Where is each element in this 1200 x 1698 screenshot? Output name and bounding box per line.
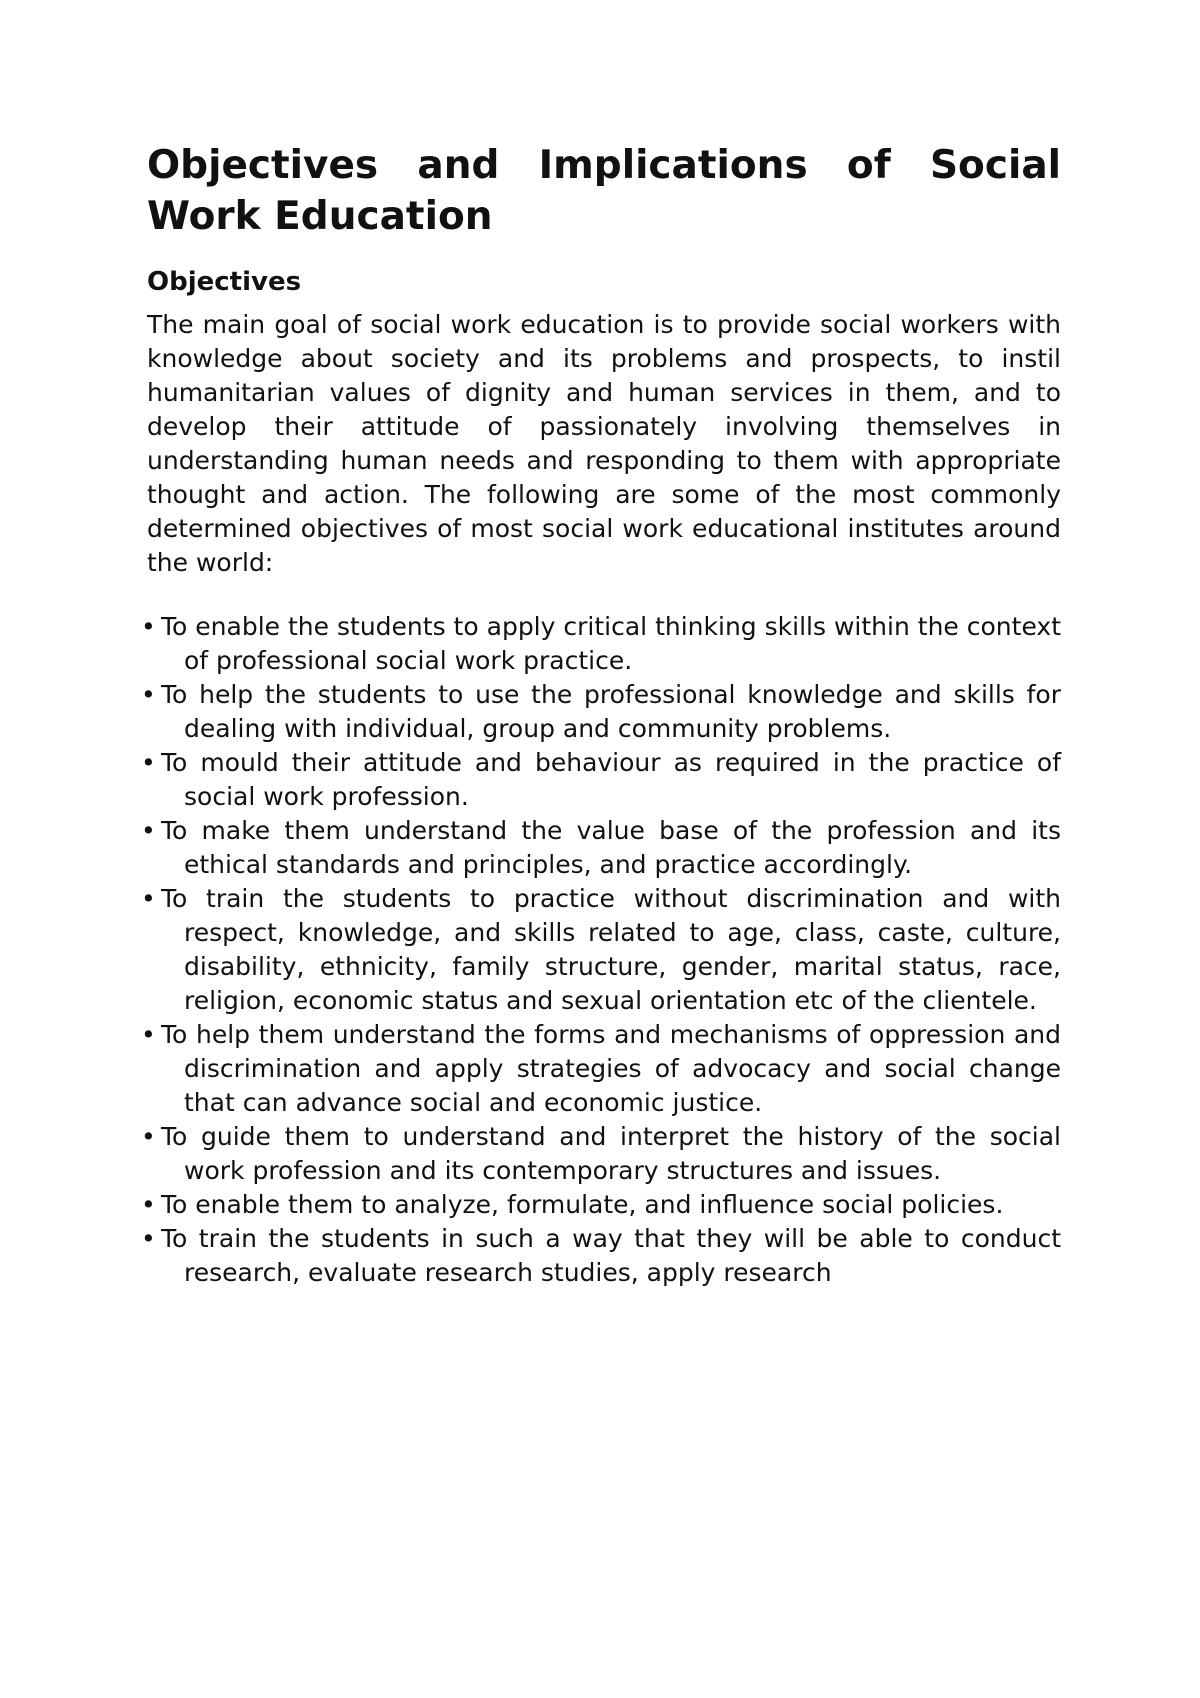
bullet-text: To mould their attitude and behaviour as required in the practice of social work profession. — [161, 748, 1061, 811]
bullet-text: To enable the students to apply critical thinking skills within the context of professional social work practice. — [161, 612, 1061, 675]
bullet-dot-icon: • — [141, 1224, 156, 1253]
bullet-item — [141, 882, 1061, 1018]
bullet-item — [141, 678, 1061, 746]
bullet-text: To help them understand the forms and mechanisms of oppression and discrimination and apply strategies of advocacy and social change that can advance social and economic justice. — [161, 1020, 1061, 1117]
bullet-text: To enable them to analyze, formulate, and influence social policies. — [161, 1190, 1004, 1219]
bullet-dot-icon: • — [141, 680, 156, 709]
bullet-dot-icon: • — [141, 1122, 156, 1151]
document-title: Objectives and Implications of Social Work Education — [147, 143, 1061, 239]
bullet-item — [141, 814, 1061, 882]
bullet-item — [141, 1018, 1061, 1120]
bullet-text: To train the students to practice without discrimination and with respect, knowledge, and skills related to age, class, caste, culture, disability, ethnicity, family structure, gender, marital status, race, religion, economic status and sexual orientation etc of the clientele. — [161, 884, 1061, 1015]
bullet-dot-icon: • — [141, 816, 156, 845]
bullet-text: To make them understand the value base of the profession and its ethical standards and principles, and practice accordingly. — [161, 816, 1061, 879]
bullet-item — [141, 1188, 1061, 1222]
section-heading-objectives: Objectives — [147, 267, 302, 297]
bullet-text: To train the students in such a way that they will be able to conduct research, evaluate research studies, apply research — [161, 1224, 1061, 1287]
bullet-dot-icon: • — [141, 612, 156, 641]
bullet-item — [141, 1120, 1061, 1188]
bullet-dot-icon: • — [141, 1020, 156, 1049]
bullet-dot-icon: • — [141, 748, 156, 777]
bullet-item — [141, 1222, 1061, 1290]
bullet-item — [141, 610, 1061, 678]
bullet-text: To guide them to understand and interpret the history of the social work profession and its contemporary structures and issues. — [161, 1122, 1061, 1185]
intro-paragraph: The main goal of social work education is to provide social workers with knowledge about society and its problems and prospects, to instil humanitarian values of dignity and human services in them, and to develop their attitude of passionately involving themselves in understanding human needs and responding to them with appropriate thought and action. The following are some of the most commonly determined objectives of most social work educational institutes around the world: — [147, 310, 1061, 577]
bullet-dot-icon: • — [141, 1190, 156, 1219]
bullet-text: To help the students to use the professional knowledge and skills for dealing with individual, group and community problems. — [161, 680, 1061, 743]
document-body — [141, 140, 1061, 1290]
objectives-bullet-list — [141, 610, 1061, 1290]
bullet-item — [141, 746, 1061, 814]
bullet-dot-icon: • — [141, 884, 156, 913]
